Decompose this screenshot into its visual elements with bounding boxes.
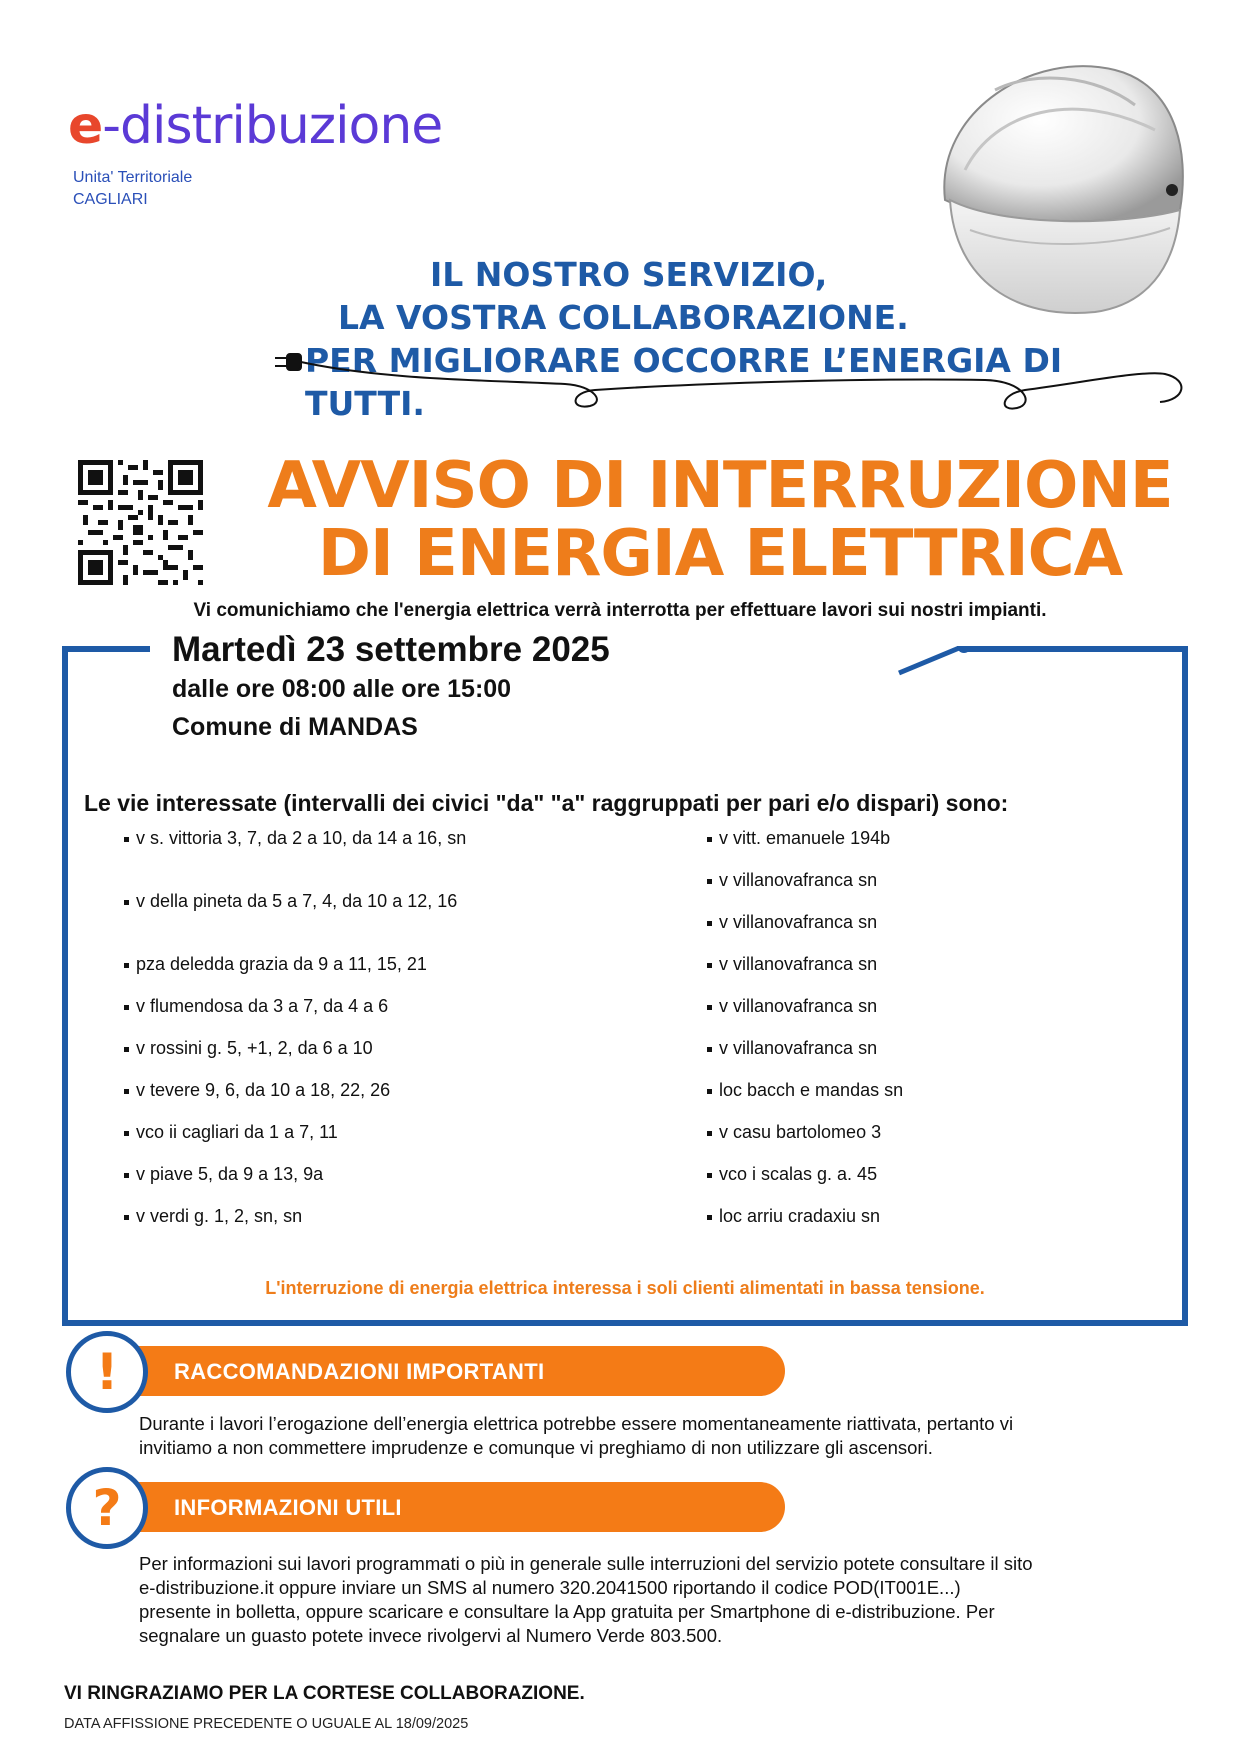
list-item: v s. vittoria 3, 7, da 2 a 10, da 14 a 16, sn (124, 828, 466, 849)
list-item: v vitt. emanuele 194b (707, 828, 890, 849)
unit-label: Unita' Territoriale (73, 169, 193, 186)
list-item: vco i scalas g. a. 45 (707, 1164, 877, 1185)
recommendations-line: invitiamo a non commettere imprudenze e comunque vi preghiamo di non utilizzare gli ascensori. (139, 1437, 933, 1458)
list-item: v della pineta da 5 a 7, 4, da 10 a 12, 16 (124, 891, 457, 912)
recommendations-text (139, 1412, 1149, 1460)
intro-text: Vi comunichiamo che l'energia elettrica verrà interrotta per effettuare lavori sui nostri impianti. (193, 600, 1047, 621)
info-line: segnalare un guasto potete invece rivolgervi al Numero Verde 803.500. (139, 1625, 723, 1646)
exclamation-icon: ! (66, 1331, 148, 1413)
headline-line-1: AVVISO DI INTERRUZIONE (267, 449, 1173, 523)
info-line: Per informazioni sui lavori programmati o più in generale sulle interruzioni del servizio potete consultare il sito (139, 1553, 1033, 1574)
info-line: e-distribuzione.it oppure inviare un SMS al numero 320.2041500 riportando il codice POD(IT001E...) (139, 1577, 961, 1598)
list-item: loc bacch e mandas sn (707, 1080, 903, 1101)
list-item: vco ii cagliari da 1 a 7, 11 (124, 1122, 338, 1143)
list-item: v villanovafranca sn (707, 954, 877, 975)
headline-line-2: DI ENERGIA ELETTRICA (317, 517, 1123, 591)
slogan-line-2: LA VOSTRA COLLABORAZIONE. (338, 298, 909, 337)
list-item: v villanovafranca sn (707, 912, 877, 933)
low-voltage-note: L'interruzione di energia elettrica interessa i soli clienti alimentati in bassa tensione. (265, 1278, 985, 1298)
info-line: presente in bolletta, oppure scaricare e consultare la App gratuita per Smartphone di e-distribuzione. Per (139, 1601, 995, 1622)
list-item: v villanovafranca sn (707, 870, 877, 891)
list-item: v flumendosa da 3 a 7, da 4 a 6 (124, 996, 388, 1017)
recommendations-title: RACCOMANDAZIONI IMPORTANTI (174, 1359, 545, 1384)
thanks-text: VI RINGRAZIAMO PER LA CORTESE COLLABORAZIONE. (64, 1683, 585, 1704)
list-item: v verdi g. 1, 2, sn, sn (124, 1206, 302, 1227)
interruption-hours: dalle ore 08:00 alle ore 15:00 (172, 675, 512, 703)
list-item: v villanovafranca sn (707, 996, 877, 1017)
logo-text: -distribuzione (102, 96, 443, 156)
info-title: INFORMAZIONI UTILI (174, 1495, 402, 1520)
list-item: v tevere 9, 6, da 10 a 18, 22, 26 (124, 1080, 390, 1101)
list-item: v casu bartolomeo 3 (707, 1122, 881, 1143)
interruption-date: Martedì 23 settembre 2025 (172, 630, 610, 669)
recommendations-line: Durante i lavori l’erogazione dell’energia elettrica potrebbe essere momentaneamente riattivata, pertanto vi (139, 1413, 1014, 1434)
list-item: loc arriu cradaxiu sn (707, 1206, 880, 1227)
question-icon: ? (66, 1467, 148, 1549)
list-item: v piave 5, da 9 a 13, 9a (124, 1164, 323, 1185)
logo-e: e (68, 96, 103, 156)
streets-title: Le vie interessate (intervalli dei civici "da" "a" raggruppati per pari e/o dispari) sono: (84, 790, 1009, 816)
list-item: pza deledda grazia da 9 a 11, 15, 21 (124, 954, 427, 975)
town-name: Comune di MANDAS (172, 713, 418, 741)
posting-date: DATA AFFISSIONE PRECEDENTE O UGUALE AL 18/09/2025 (64, 1716, 469, 1732)
slogan-line-1: IL NOSTRO SERVIZIO, (430, 255, 828, 294)
list-item: v rossini g. 5, +1, 2, da 6 a 10 (124, 1038, 373, 1059)
info-text (139, 1552, 1149, 1648)
list-item: v villanovafranca sn (707, 1038, 877, 1059)
slogan-line-3: PER MIGLIORARE OCCORRE L’ENERGIA DI TUTTI. (305, 341, 1063, 423)
unit-city: CAGLIARI (73, 191, 148, 208)
